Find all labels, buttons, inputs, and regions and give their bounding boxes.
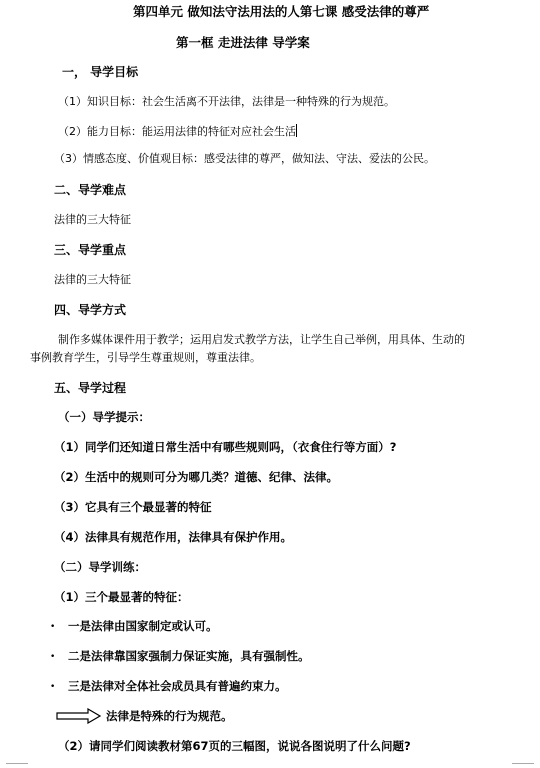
section-5-training-1: （1）三个最显著的特征： xyxy=(54,590,189,604)
right-arrow-icon xyxy=(56,708,102,724)
section-5-subheading-1: （一）导学提示： xyxy=(58,410,150,424)
section-5-question-4: （4）法律具有规范作用，法律具有保护作用。 xyxy=(54,530,292,544)
section-5-training-2: （2）请同学们阅读教材第67页的三幅图，说说各图说明了什么问题? xyxy=(58,739,411,753)
section-1-item-1: （1）知识目标：社会生活离不开法律，法律是一种特殊的行为规范。 xyxy=(58,95,395,108)
section-5-bullet-1: 一是法律由国家制定或认可。 xyxy=(68,619,218,633)
page-corner-mark-left xyxy=(6,763,28,764)
page-corner-mark-right xyxy=(512,763,534,764)
section-5-question-1: （1）同学们还知道日常生活中有哪些规则吗，（衣食住行等方面）? xyxy=(54,440,397,454)
section-4-text-line-2: 事例教育学生，引导学生尊重规则，尊重法律。 xyxy=(30,351,261,364)
section-2-heading: 二、导学难点 xyxy=(54,183,127,197)
section-4-heading: 四、导学方式 xyxy=(54,303,127,317)
text-cursor xyxy=(296,124,297,137)
section-5-heading: 五、导学过程 xyxy=(54,381,127,395)
section-1-item-2: （2）能力目标：能运用法律的特征对应社会生活 xyxy=(58,125,296,138)
section-5-bullet-3: 三是法律对全体社会成员具有普遍约束力。 xyxy=(68,679,287,693)
section-5-question-3: （3）它具有三个最显著的特征 xyxy=(54,500,212,514)
section-2-text: 法律的三大特征 xyxy=(54,213,131,226)
section-5-subheading-2: （二）导学训练： xyxy=(54,560,146,574)
bullet-icon: • xyxy=(50,622,56,632)
section-3-text: 法律的三大特征 xyxy=(54,273,131,286)
section-4-text-line-1: 制作多媒体课件用于教学；运用启发式教学方法，让学生自己举例，用具体、生动的 xyxy=(58,333,465,346)
document-subtitle: 第一框 走进法律 导学案 xyxy=(176,35,310,50)
section-5-bullet-2: 二是法律靠国家强制力保证实施，具有强制性。 xyxy=(68,649,310,663)
section-5-arrow-text: 法律是特殊的行为规范。 xyxy=(106,709,233,723)
document-title: 第四单元 做知法守法用法的人第七课 感受法律的尊严 xyxy=(133,4,430,19)
section-1-heading: 一， 导学目标 xyxy=(62,65,139,79)
section-1-item-3: （3）情感态度、价值观目标：感受法律的尊严，做知法、守法、爱法的公民。 xyxy=(54,152,435,165)
section-3-heading: 三、导学重点 xyxy=(54,243,127,257)
bullet-icon: • xyxy=(50,652,56,662)
section-5-question-2: （2）生活中的规则可分为哪几类？道德、纪律、法律。 xyxy=(54,470,338,484)
bullet-icon: • xyxy=(50,682,56,692)
